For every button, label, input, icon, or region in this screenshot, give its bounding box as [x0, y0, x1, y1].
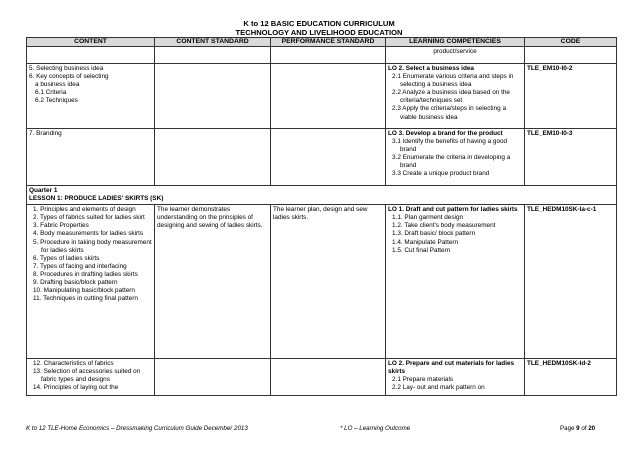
quarter-row [27, 186, 617, 205]
continued-text: product/service [386, 47, 525, 64]
code-cell: TLE_HEDM10SK-Id-2 [525, 359, 617, 396]
doc-title: K to 12 BASIC EDUCATION CURRICULUM [243, 19, 395, 28]
table-row [27, 359, 617, 396]
page-indicator: Page 9 of 20 [560, 425, 596, 432]
content-cell: 5. Selecting business idea 6. Key concepts of selecting a business idea 6.1 Criteria 6.2 Techniques [27, 64, 155, 129]
footer-left: K to 12 TLE-Home Economics – Dressmaking Curriculum Guide December 2013 [26, 425, 248, 432]
content-standard-cell: The learner demonstrates understanding on the principles of designing and sewing of ladies skirts. [155, 205, 271, 359]
footer-center: * LO – Learning Outcome [340, 425, 411, 432]
competencies-cell: LO 1. Draft and cut pattern for ladies skirts 1.1. Plan garment design 1.2. Take client's body measurement 1.3. Draft basic/ block pattern 1.4. Manipulate Pattern 1.5. Cut final Pattern [386, 205, 525, 359]
competencies-cell: LO 2. Prepare and cut materials for ladies skirts 2.1 Prepare materials 2.2 Lay- out and mark pattern on [386, 359, 525, 396]
col-header-performance-standard: PERFORMANCE STANDARD [271, 38, 386, 47]
content-cell: 1. Principles and elements of design 2. Types of fabrics suited for ladies skirt 3. Fabric Properties 4. Body measurements for ladies skirts 5. Procedure in taking body measurement for ladies skirts 6. Types of ladies skirts 7. Types of facing and interfacing 8. Procedures in drafting ladies skirts 9. Drafting basic/block pattern 10. Manipulating basic/block pattern 11. Techniques in cutting final pattern [27, 205, 155, 359]
table-row [27, 205, 617, 359]
code-cell: TLE_EM10-I0-3 [525, 129, 617, 186]
table-row [27, 129, 617, 186]
col-header-content-standard: CONTENT STANDARD [155, 38, 271, 47]
curriculum-table [26, 37, 617, 396]
competencies-cell: LO 3. Develop a brand for the product 3.1 Identify the benefits of having a good brand 3.2 Enumerate the criteria in developing a brand 3.3 Create a unique product brand [386, 129, 525, 186]
col-header-content: CONTENT [27, 38, 155, 47]
performance-standard-cell: The learner plan, design and sew ladies skirts. [271, 205, 386, 359]
col-header-code: CODE [525, 38, 617, 47]
page-total: 20 [588, 425, 596, 432]
code-cell: TLE_EM10-I0-2 [525, 64, 617, 129]
header-row [27, 38, 617, 47]
content-cell: 7. Branding [27, 129, 155, 186]
col-header-learning-competencies: LEARNING COMPETENCIES [386, 38, 525, 47]
code-cell: TLE_HEDM10SK-Ia-c-1 [525, 205, 617, 359]
competencies-cell: LO 2. Select a business idea 2.1 Enumerate various criteria and steps in selecting a business idea 2.2 Analyze a business idea based on the criteria/techniques set 2.3 Apply the criteria/steps in selecting a viable business idea [386, 64, 525, 129]
table-row [27, 64, 617, 129]
content-cell: 12. Characteristics of fabrics 13. Selection of accessories suited on fabric types and designs 14. Principles of laying out the [27, 359, 155, 396]
page-number: 9 [576, 425, 580, 432]
continued-row [27, 47, 617, 64]
quarter-label: Quarter 1 [29, 187, 58, 194]
doc-subtitle: TECHNOLOGY AND LIVELIHOOD EDUCATION [235, 28, 403, 37]
learning-outcome: LO 2. Select a business idea [388, 65, 474, 72]
learning-outcome: LO 2. Prepare and cut materials for ladies skirts [388, 360, 515, 376]
lesson-title: LESSON 1: PRODUCE LADIES' SKIRTS (SK) [29, 195, 164, 203]
learning-outcome: LO 3. Develop a brand for the product [388, 130, 503, 137]
learning-outcome: LO 1. Draft and cut pattern for ladies skirts [388, 206, 518, 214]
